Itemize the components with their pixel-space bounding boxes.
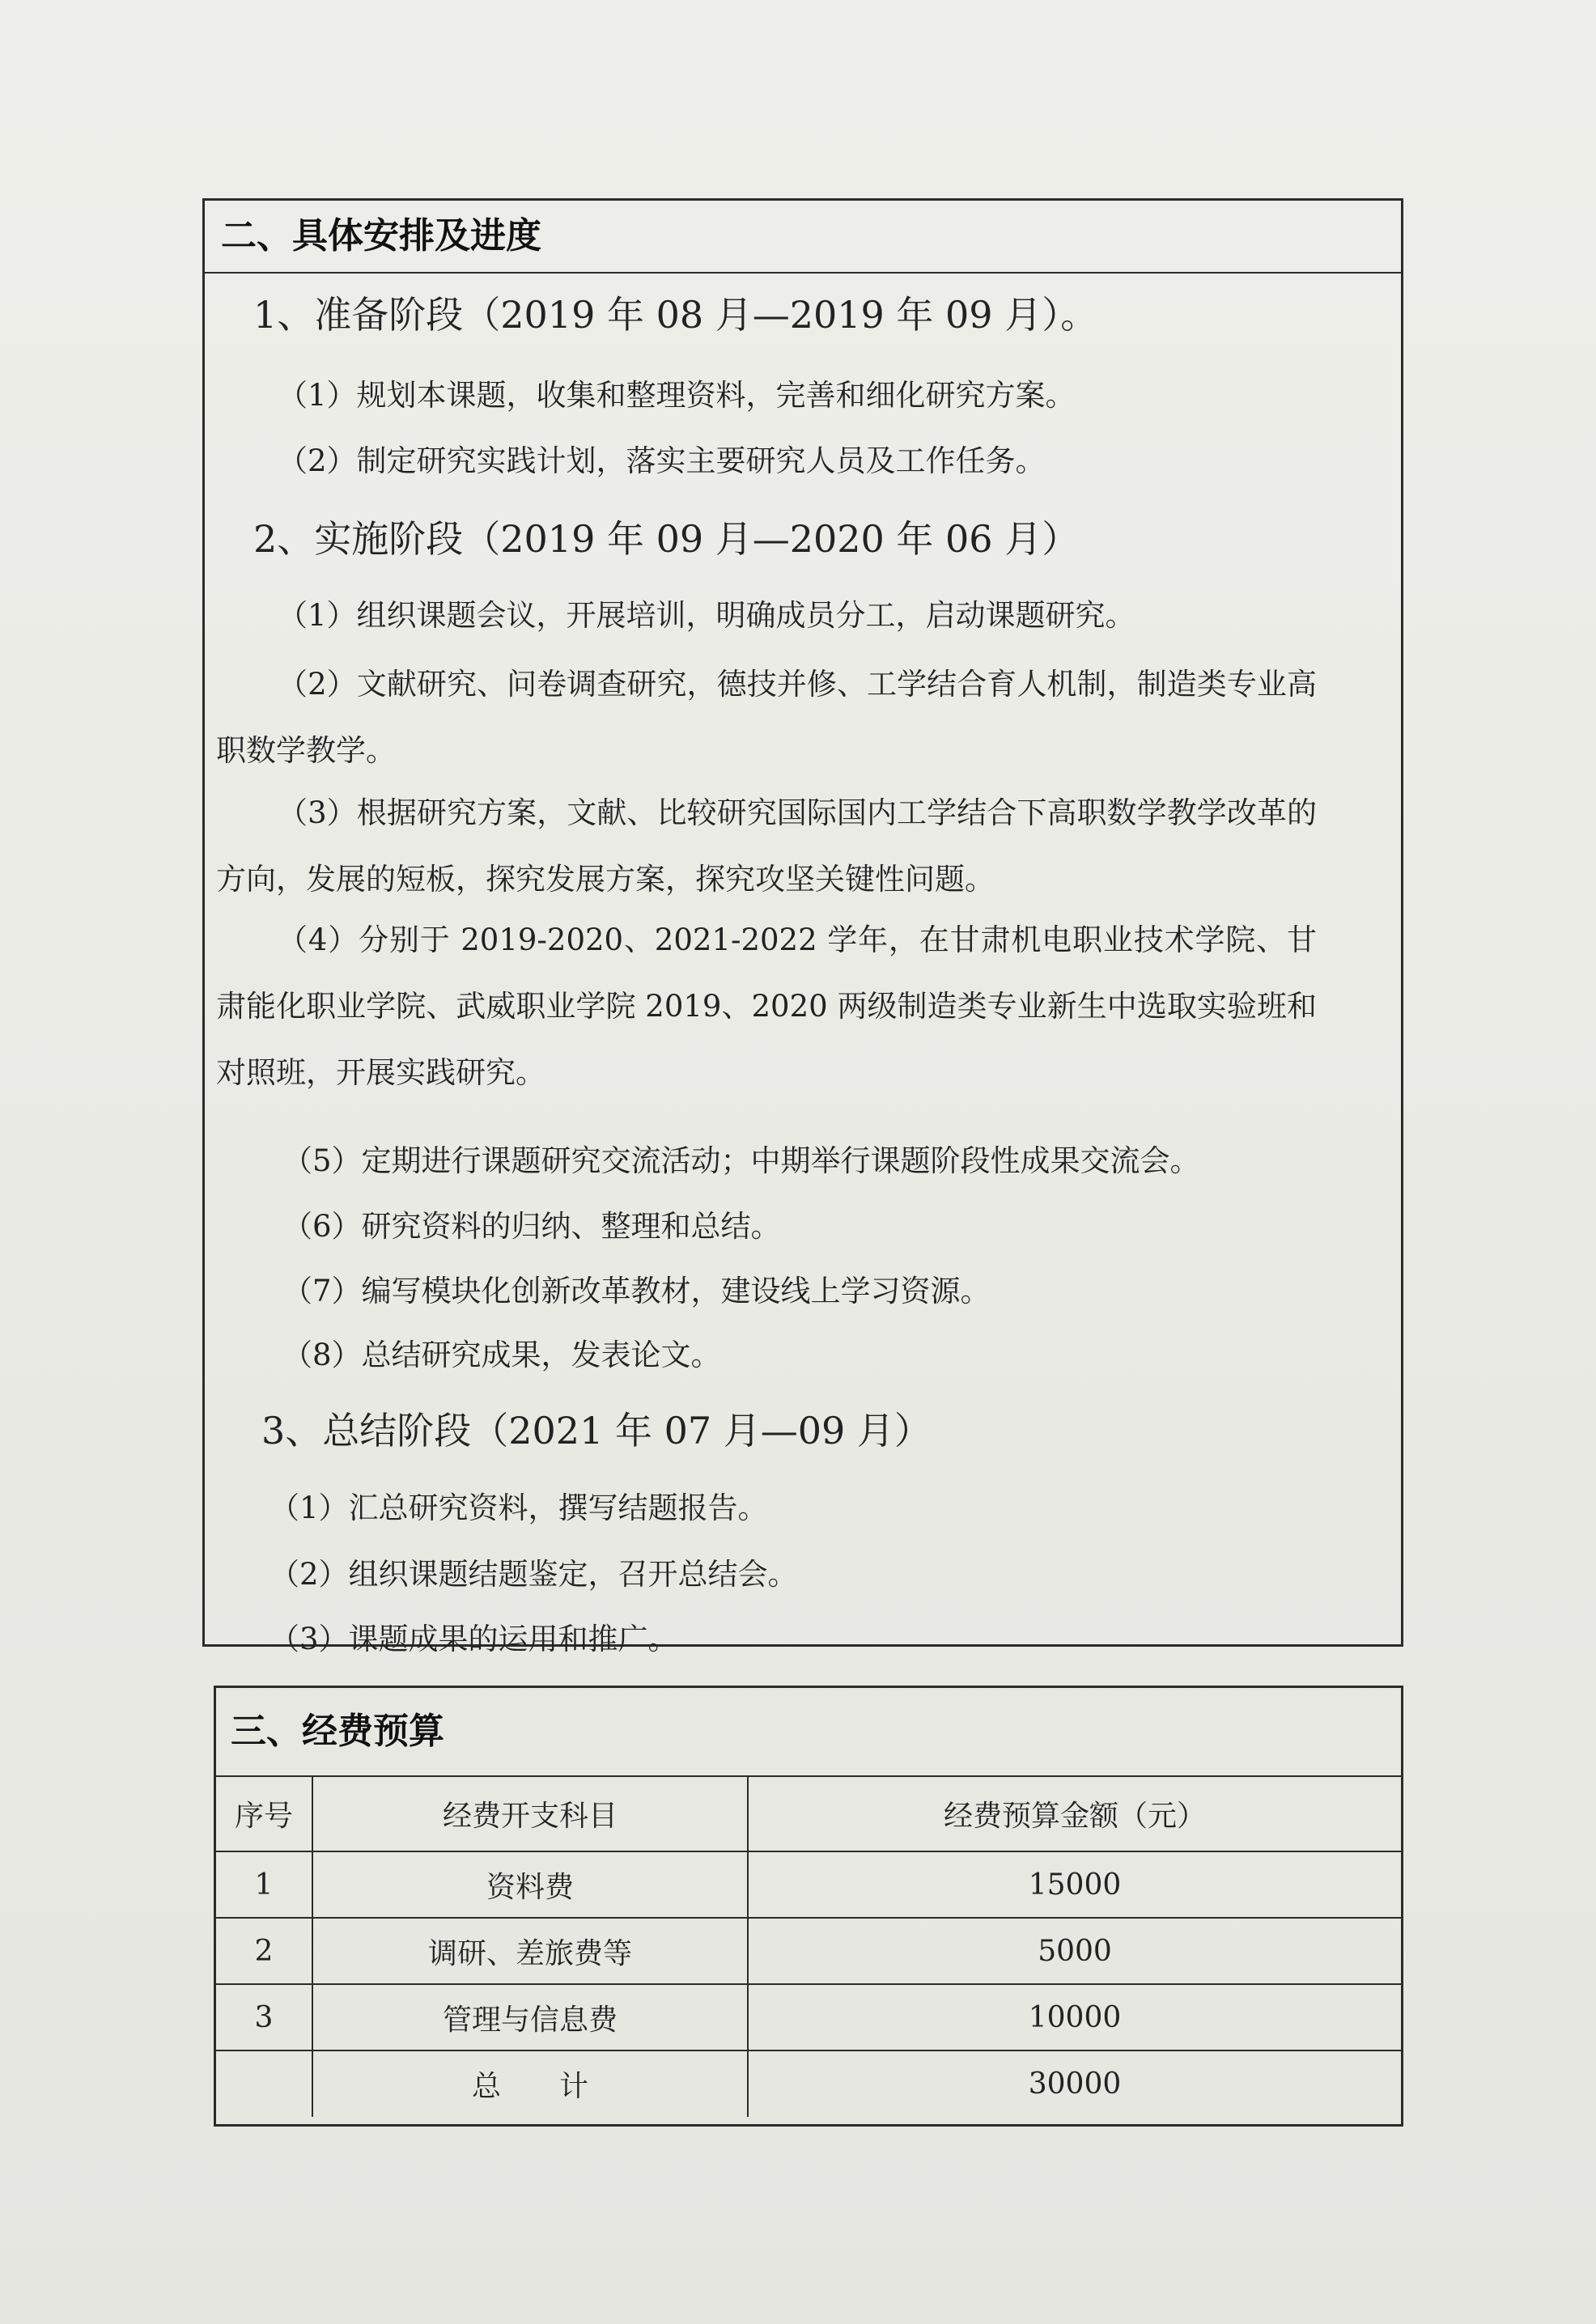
col-header-item: 经费开支科目 bbox=[312, 1777, 748, 1851]
row-number: 2 bbox=[216, 1918, 312, 1984]
col-header-amount: 经费预算金额（元） bbox=[748, 1777, 1401, 1851]
budget-table bbox=[216, 1777, 1401, 2117]
row-item: 管理与信息费 bbox=[312, 1984, 748, 2050]
total-number-empty bbox=[216, 2050, 312, 2117]
stage3-item-3: （3）课题成果的运用和推广。 bbox=[270, 1622, 678, 1656]
col-header-number: 序号 bbox=[216, 1777, 312, 1851]
stage2-item-8: （8）总结研究成果，发表论文。 bbox=[282, 1338, 721, 1372]
table-row bbox=[216, 1851, 1401, 1918]
stage2-title: 2、实施阶段（2019 年 09 月—2020 年 06 月） bbox=[253, 517, 1080, 561]
budget-section bbox=[214, 1686, 1403, 2127]
row-number: 1 bbox=[216, 1851, 312, 1918]
schedule-section bbox=[202, 198, 1403, 1656]
budget-table-header bbox=[216, 1777, 1401, 1851]
table-total-row bbox=[216, 2050, 1401, 2117]
stage1-item-2: （2）制定研究实践计划，落实主要研究人员及工作任务。 bbox=[278, 443, 1046, 478]
stage3-item-2: （2）组织课题结题鉴定，召开总结会。 bbox=[270, 1557, 798, 1592]
schedule-section-title: 二、具体安排及进度 bbox=[205, 201, 1401, 274]
row-item: 调研、差旅费等 bbox=[312, 1918, 748, 1984]
row-item: 资料费 bbox=[312, 1851, 748, 1918]
row-amount: 15000 bbox=[748, 1851, 1401, 1918]
row-amount: 10000 bbox=[748, 1984, 1401, 2050]
stage2-item-1: （1）组织课题会议，开展培训，明确成员分工，启动课题研究。 bbox=[278, 598, 1135, 633]
stage2-item-3: （3）根据研究方案，文献、比较研究国际国内工学结合下高职数学教学改革的方向，发展的短板，探究发展方案，探究攻坚关键性问题。 bbox=[216, 795, 1317, 897]
table-row bbox=[216, 1984, 1401, 2050]
row-number: 3 bbox=[216, 1984, 312, 2050]
stage2-item-4: （4）分别于 2019-2020、2021-2022 学年，在甘肃机电职业技术学院、甘肃能化职业学院、武威职业学院 2019、2020 两级制造类专业新生中选取实验班和对照班，开展实践研究。 bbox=[216, 922, 1317, 1090]
stage2-item-6: （6）研究资料的归纳、整理和总结。 bbox=[282, 1209, 781, 1244]
stage3-title: 3、总结阶段（2021 年 07 月—09 月） bbox=[261, 1409, 932, 1452]
stage1-item-1: （1）规划本课题，收集和整理资料，完善和细化研究方案。 bbox=[278, 378, 1076, 413]
stage2-item-7: （7）编写模块化创新改革教材，建设线上学习资源。 bbox=[282, 1274, 991, 1308]
stage1-title: 1、准备阶段（2019 年 08 月—2019 年 09 月）。 bbox=[253, 293, 1098, 337]
stage2-item-5: （5）定期进行课题研究交流活动；中期举行课题阶段性成果交流会。 bbox=[282, 1143, 1200, 1178]
total-amount: 30000 bbox=[748, 2050, 1401, 2117]
stage3-item-1: （1）汇总研究资料，撰写结题报告。 bbox=[270, 1491, 768, 1525]
total-label: 总 计 bbox=[312, 2050, 748, 2117]
budget-section-title: 三、经费预算 bbox=[216, 1688, 1401, 1777]
row-amount: 5000 bbox=[748, 1918, 1401, 1984]
stage2-item-2: （2）文献研究、问卷调查研究，德技并修、工学结合育人机制，制造类专业高职数学教学。 bbox=[216, 667, 1317, 768]
table-row bbox=[216, 1918, 1401, 1984]
